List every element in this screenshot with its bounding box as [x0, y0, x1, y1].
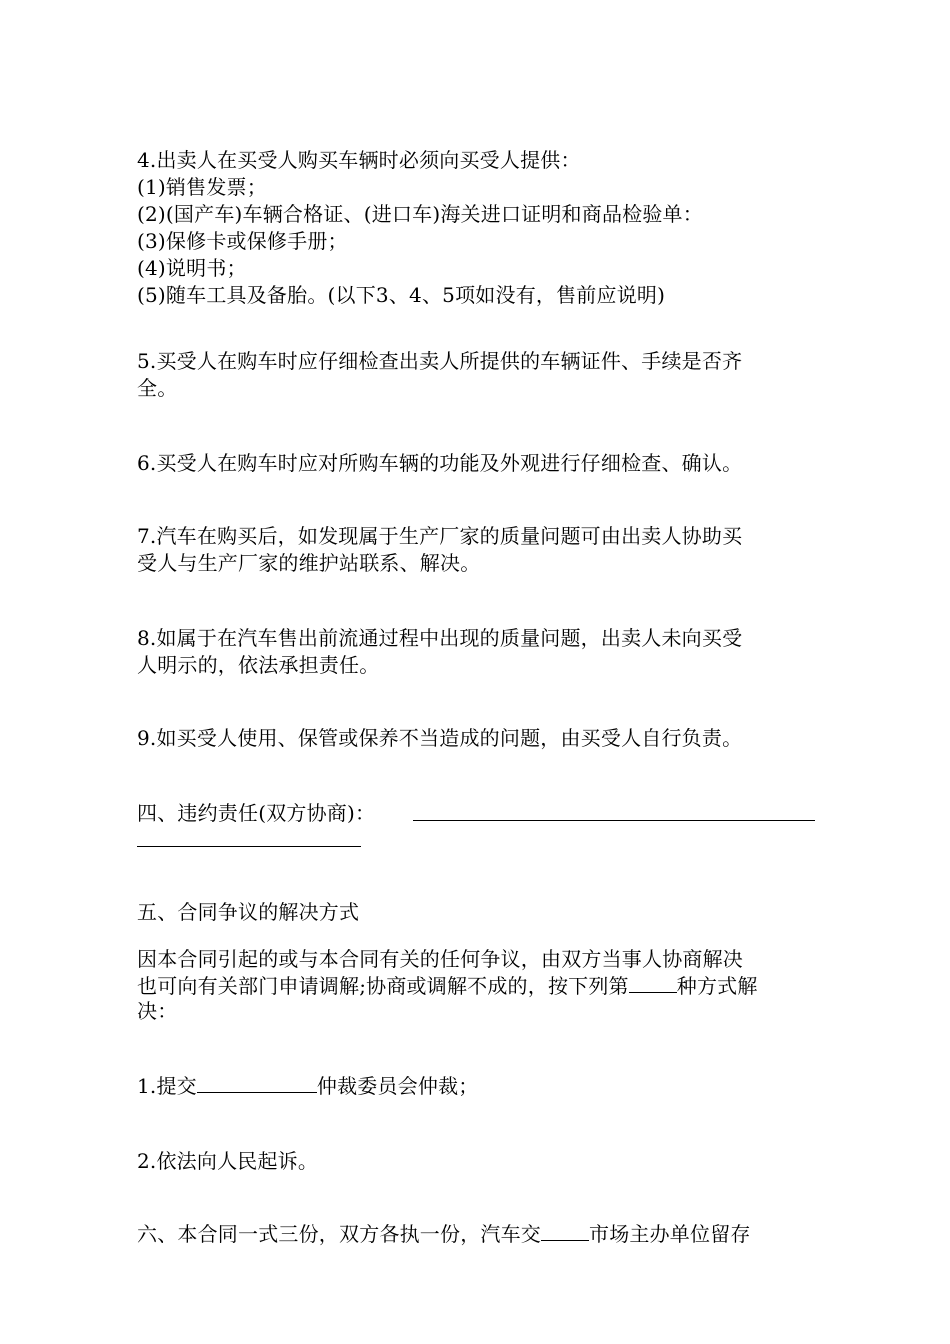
- breach-liability-blank-line-2: [137, 846, 361, 847]
- section-5-para-line-2-end: 种方式解: [676, 974, 758, 998]
- clause-7-line-1: 7.汽车在购买后，如发现属于生产厂家的质量问题可由出卖人协助买: [137, 524, 743, 548]
- clause-4-item-2: (2)(国产车)车辆合格证、(进口车)海关进口证明和商品检验单：: [137, 202, 703, 226]
- section-6-start: 六、本合同一式三份，双方各执一份，汽车交: [137, 1222, 541, 1246]
- section-5-para-line-3: 决：: [137, 999, 178, 1023]
- option-1-start: 1.提交: [137, 1074, 197, 1098]
- clause-4-intro: 4.出卖人在买受人购买车辆时必须向买受人提供：: [137, 148, 581, 172]
- clause-6: 6.买受人在购车时应对所购车辆的功能及外观进行仔细检查、确认。: [137, 451, 743, 475]
- method-number-blank: [629, 972, 677, 993]
- clause-4-item-1: (1)销售发票；: [137, 175, 267, 199]
- section-5-para-line-2-start: 也可向有关部门申请调解;协商或调解不成的，按下列第: [137, 974, 629, 998]
- clause-8-line-2: 人明示的，依法承担责任。: [137, 653, 380, 677]
- clause-9: 9.如买受人使用、保管或保养不当造成的问题，由买受人自行负责。: [137, 726, 743, 750]
- clause-4-item-5: (5)随车工具及备胎。(以下3、4、5项如没有，售前应说明): [137, 283, 666, 307]
- clause-8-line-1: 8.如属于在汽车售出前流通过程中出现的质量问题，出卖人未向买受: [137, 626, 743, 650]
- clause-5-line-2: 全。: [137, 376, 178, 400]
- section-6-end: 市场主办单位留存: [589, 1222, 751, 1246]
- clause-5-line-1: 5.买受人在购车时应仔细检查出卖人所提供的车辆证件、手续是否齐: [137, 349, 743, 373]
- clause-4-item-4: (4)说明书；: [137, 256, 247, 280]
- breach-liability-blank-line-1: [413, 820, 815, 821]
- section-5-title: 五、合同争议的解决方式: [137, 900, 360, 924]
- market-name-blank: [541, 1220, 589, 1241]
- section-5-para-line-1: 因本合同引起的或与本合同有关的任何争议，由双方当事人协商解决: [137, 947, 743, 971]
- section-6-line: [137, 1220, 751, 1247]
- clause-7-line-2: 受人与生产厂家的维护站联系、解决。: [137, 551, 481, 575]
- section-5-option-1: [137, 1072, 479, 1099]
- clause-4-item-3: (3)保修卡或保修手册；: [137, 229, 348, 253]
- option-1-end: 仲裁委员会仲裁；: [316, 1074, 479, 1098]
- contract-page: [137, 0, 817, 1344]
- section-4-title: 四、违约责任(双方协商)：: [137, 801, 376, 825]
- section-5-option-2: 2.依法向人民起诉。: [137, 1149, 319, 1173]
- arbitration-committee-blank: [197, 1072, 317, 1093]
- section-5-para-line-2: [137, 972, 758, 999]
